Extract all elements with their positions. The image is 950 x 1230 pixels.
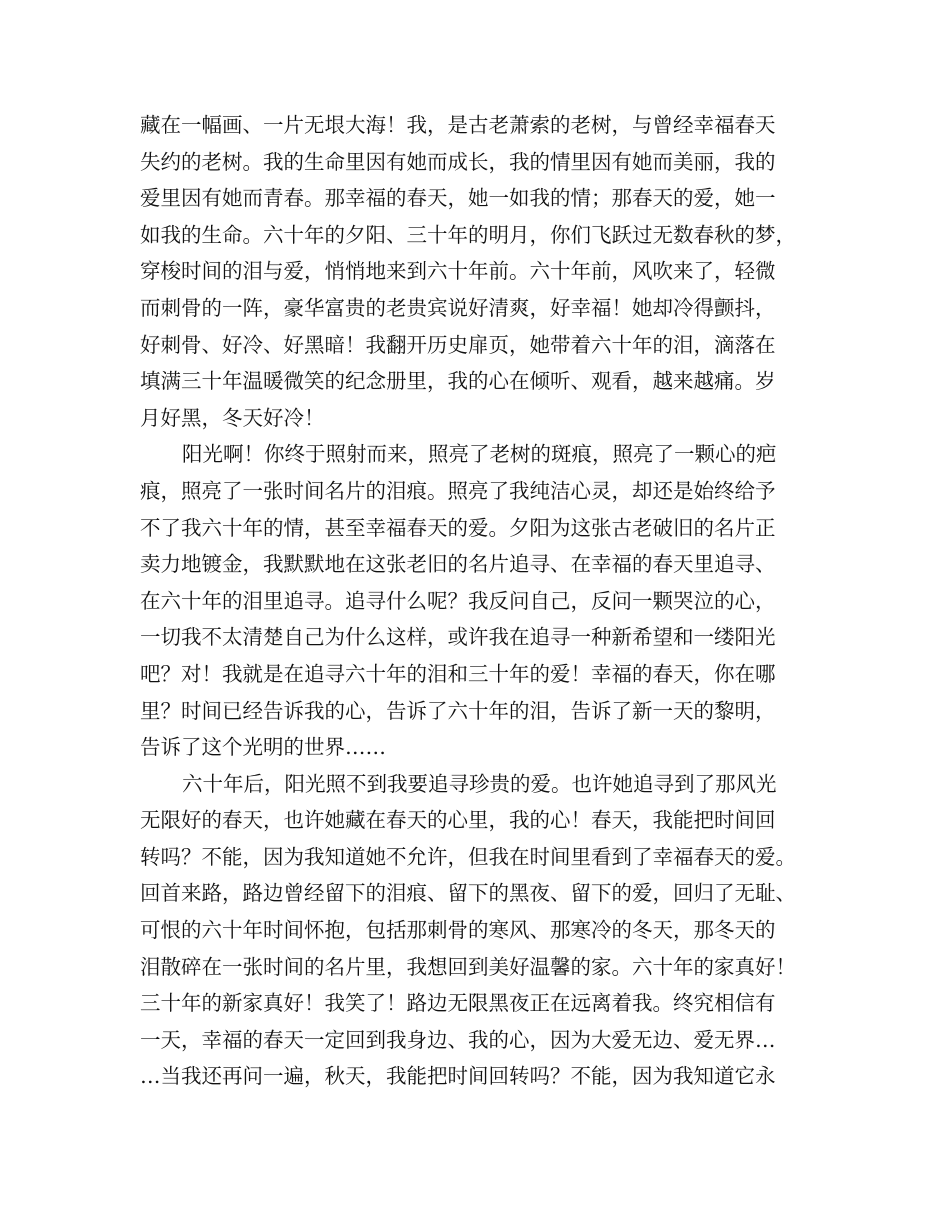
text-line: 告诉了这个光明的世界…… [140, 735, 386, 760]
body-text [140, 107, 820, 1095]
paragraph-3 [140, 766, 820, 1095]
text-line: 失约的老树。我的生命里因有她而成长，我的情里因有她而美丽，我的 [140, 149, 776, 174]
text-line: 不了我六十年的情，甚至幸福春天的爱。夕阳为这张古老破旧的名片正 [140, 515, 776, 540]
text-line: 在六十年的泪里追寻。追寻什么呢？我反问自己，反问一颗哭泣的心， [140, 588, 776, 613]
text-line-indented: 六十年后，阳光照不到我要追寻珍贵的爱。也许她追寻到了那风光 [182, 771, 777, 796]
text-line: 好刺骨、好冷、好黑暗！我翻开历史扉页，她带着六十年的泪，滴落在 [140, 332, 776, 357]
text-line: 一切我不太清楚自己为什么这样，或许我在追寻一种新希望和一缕阳光 [140, 625, 776, 650]
text-line: 可恨的六十年时间怀抱，包括那刺骨的寒风、那寒冷的冬天，那冬天的 [140, 918, 776, 943]
paragraph-1 [140, 107, 820, 436]
text-line: 如我的生命。六十年的夕阳、三十年的明月，你们飞跃过无数春秋的梦， [140, 222, 796, 247]
text-line: 一天，幸福的春天一定回到我身边、我的心，因为大爱无边、爱无界… [140, 1027, 776, 1052]
text-line: …当我还再问一遍，秋天，我能把时间回转吗？不能，因为我知道它永 [140, 1064, 776, 1089]
text-line: 月好黑，冬天好冷！ [140, 405, 325, 430]
text-line: 回首来路，路边曾经留下的泪痕、留下的黑夜、留下的爱，回归了无耻、 [140, 881, 796, 906]
text-line-indented: 阳光啊！你终于照射而来，照亮了老树的斑痕，照亮了一颗心的疤 [182, 442, 777, 467]
text-line: 藏在一幅画、一片无垠大海！我，是古老萧索的老树，与曾经幸福春天 [140, 113, 776, 137]
text-line: 痕，照亮了一张时间名片的泪痕。照亮了我纯洁心灵，却还是始终给予 [140, 478, 776, 503]
text-line: 转吗？不能，因为我知道她不允许，但我在时间里看到了幸福春天的爱。 [140, 844, 796, 869]
text-line: 里？时间已经告诉我的心，告诉了六十年的泪，告诉了新一天的黎明， [140, 698, 776, 723]
text-line: 无限好的春天，也许她藏在春天的心里，我的心！春天，我能把时间回 [140, 808, 776, 833]
text-line: 爱里因有她而青春。那幸福的春天，她一如我的情；那春天的爱，她一 [140, 186, 776, 211]
text-line: 穿梭时间的泪与爱，悄悄地来到六十年前。六十年前，风吹来了，轻微 [140, 259, 776, 284]
text-line: 填满三十年温暖微笑的纪念册里，我的心在倾听、观看，越来越痛。岁 [140, 369, 776, 394]
paragraph-2 [140, 436, 820, 765]
text-line: 三十年的新家真好！我笑了！路边无限黑夜正在远离着我。终究相信有 [140, 991, 776, 1016]
text-line: 而刺骨的一阵，豪华富贵的老贵宾说好清爽，好幸福！她却冷得颤抖， [140, 295, 776, 320]
text-line: 泪散碎在一张时间的名片里，我想回到美好温馨的家。六十年的家真好！ [140, 954, 796, 979]
text-line: 吧？对！我就是在追寻六十年的泪和三十年的爱！幸福的春天，你在哪 [140, 661, 776, 686]
text-line: 卖力地镀金，我默默地在这张老旧的名片追寻、在幸福的春天里追寻、 [140, 552, 776, 577]
